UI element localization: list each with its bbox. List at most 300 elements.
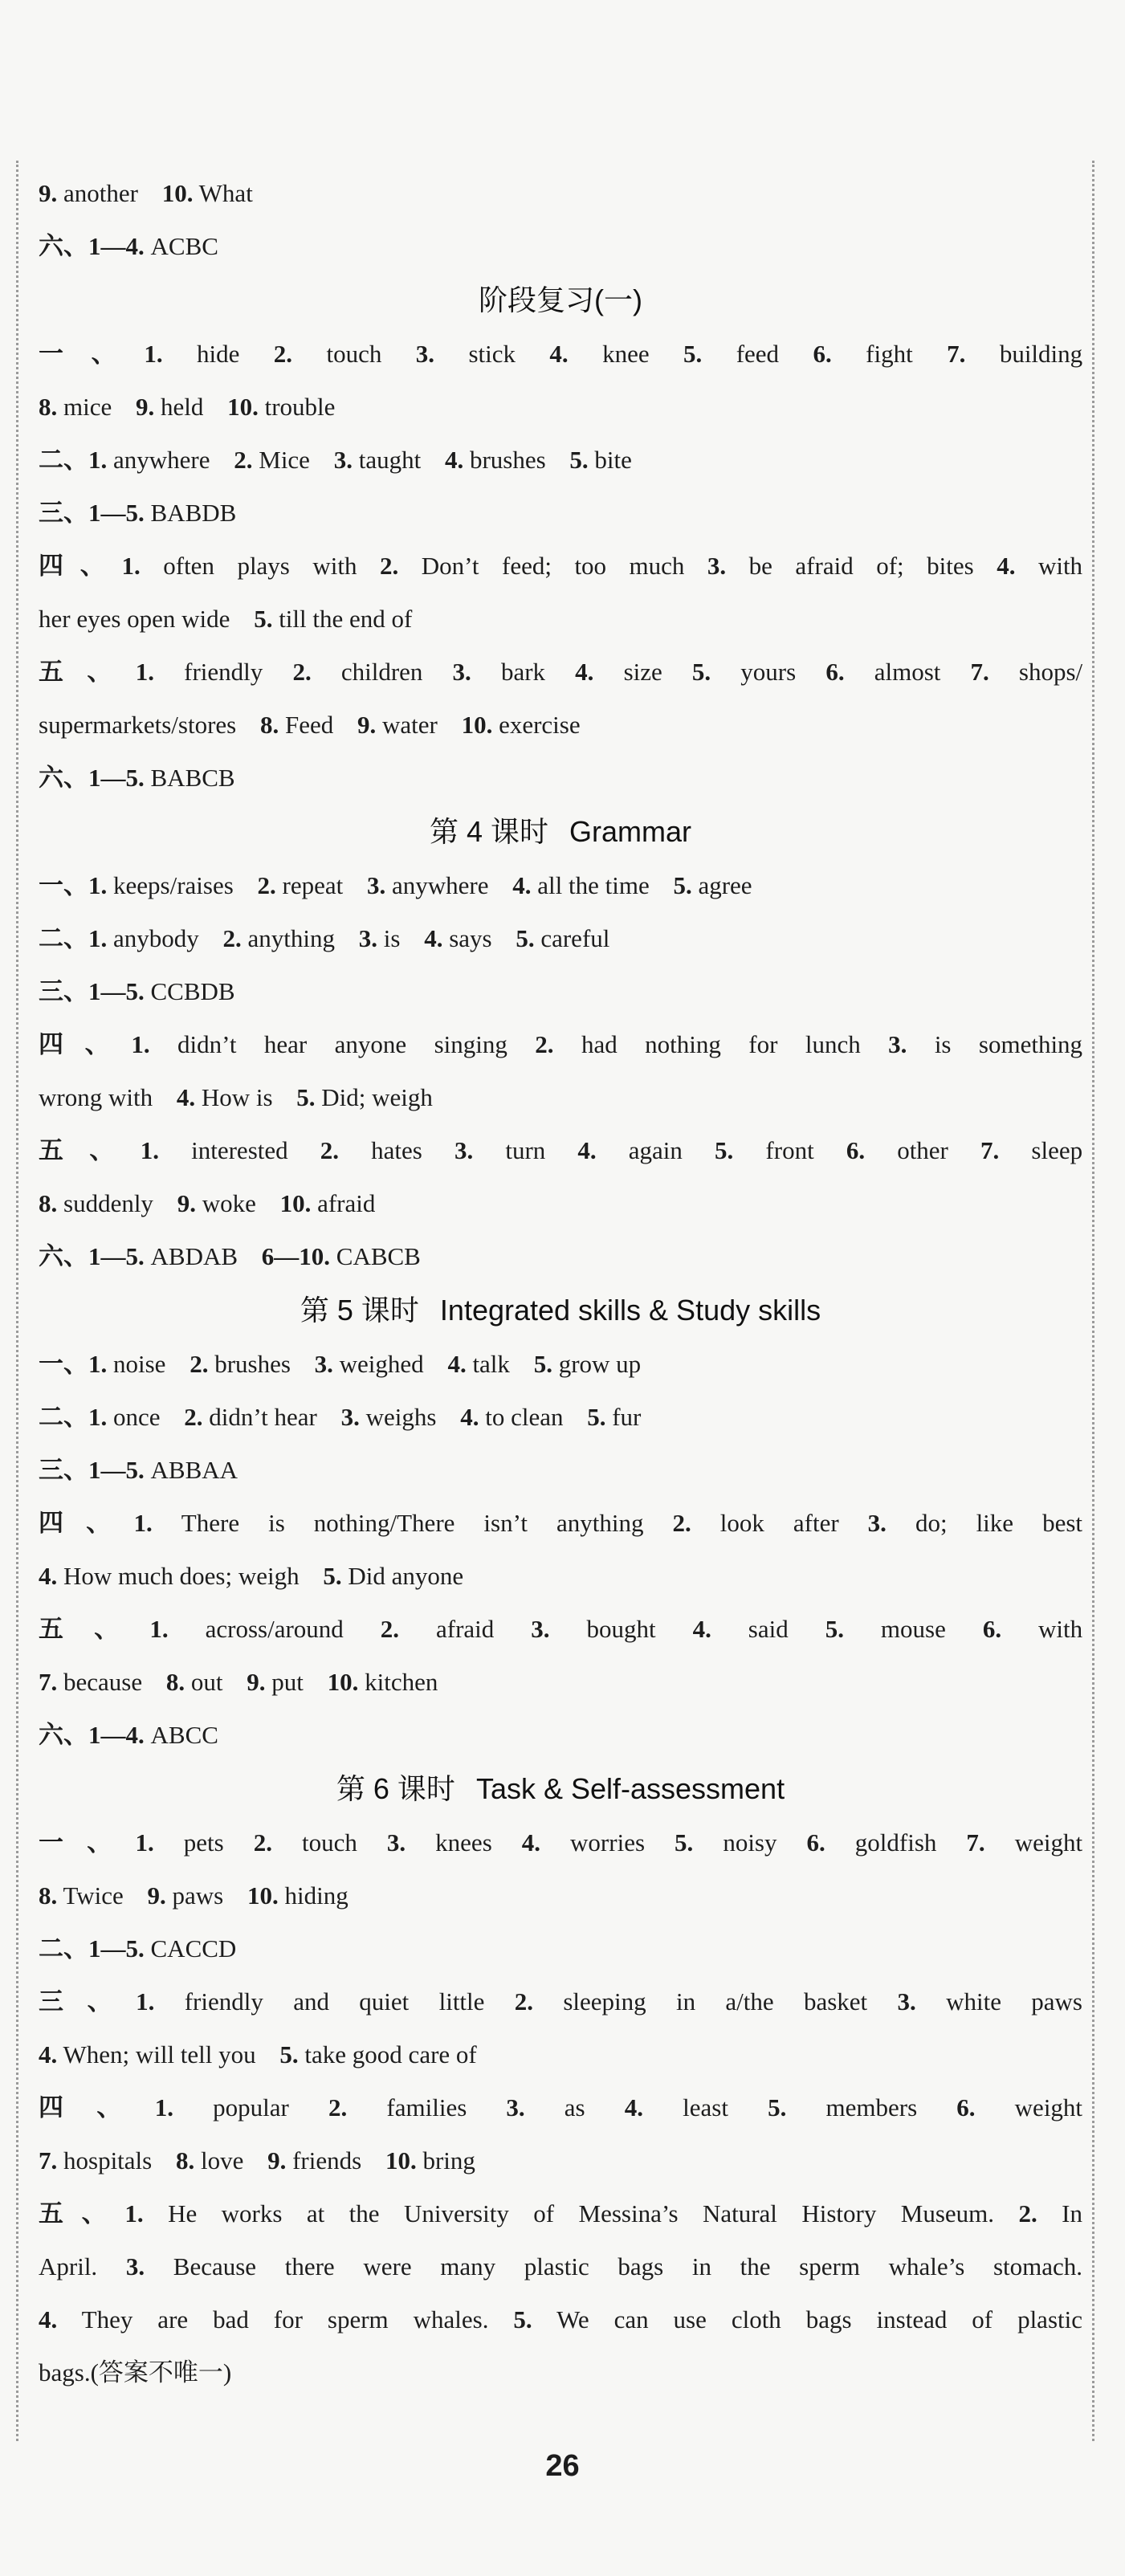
- answer-text: yours: [740, 658, 797, 686]
- answer-line: [39, 752, 1082, 805]
- answer-line: [39, 1922, 1082, 1975]
- question-number: 7.: [980, 1136, 1000, 1164]
- answer-line: [39, 1497, 1082, 1550]
- right-dotted-border: [1092, 161, 1094, 2441]
- section-number: 三、: [39, 1456, 88, 1484]
- answer-line: [39, 859, 1082, 912]
- answer-text: had nothing for lunch: [581, 1030, 861, 1058]
- question-number: 6.: [825, 658, 845, 686]
- answer-line: [39, 1816, 1082, 1869]
- question-number: 4.: [575, 658, 594, 686]
- answer-text: as: [564, 2093, 585, 2122]
- answer-text: anything: [247, 924, 336, 952]
- answer-text: We can use cloth bags instead of plastic: [556, 2305, 1082, 2333]
- answer-text: taught: [358, 446, 422, 474]
- section-number: 二、: [39, 446, 88, 474]
- question-number: 2.: [292, 658, 312, 686]
- question-number: 2.: [328, 2093, 348, 2122]
- question-number: 10.: [247, 1881, 279, 1910]
- answer-text: is something: [934, 1030, 1083, 1058]
- question-number: 3.: [452, 658, 471, 686]
- answer-text: said: [748, 1615, 789, 1643]
- question-number: 10.: [385, 2146, 417, 2175]
- answer-text: friendly and quiet little: [184, 1987, 485, 2016]
- answer-text: He works at the University of Messina’s Natural History Museum.: [168, 2199, 995, 2228]
- answer-text: agree: [698, 871, 752, 899]
- question-number: 4.: [549, 340, 569, 368]
- answer-text: friendly: [184, 658, 263, 686]
- answer-text: fight: [866, 340, 913, 368]
- answer-text: put: [271, 1668, 304, 1696]
- section-number: 二、: [39, 924, 88, 952]
- answer-text: anywhere: [392, 871, 489, 899]
- answer-text: anybody: [113, 924, 199, 952]
- question-number: 10.: [327, 1668, 359, 1696]
- answer-text: stick: [468, 340, 516, 368]
- question-number: 7.: [970, 658, 989, 686]
- question-number: 5.: [516, 924, 535, 952]
- question-number: 2.: [1018, 2199, 1037, 2228]
- question-number: 3.: [506, 2093, 525, 2122]
- question-number: 8.: [259, 711, 279, 739]
- section-number: 五、: [39, 1136, 141, 1164]
- answer-text: BABDB: [150, 499, 237, 527]
- question-number: 5.: [673, 871, 692, 899]
- answer-text: be afraid of; bites: [748, 552, 974, 580]
- answer-line: [39, 2187, 1082, 2240]
- answer-text: weighs: [365, 1403, 437, 1431]
- answer-text: BABCB: [150, 764, 235, 792]
- answer-text: knee: [602, 340, 650, 368]
- question-number: 6.: [982, 1615, 1002, 1643]
- answer-text: ABCC: [150, 1721, 218, 1749]
- question-number: 2.: [672, 1509, 691, 1537]
- section-number: 四、: [39, 2093, 155, 2122]
- question-number: 2.: [190, 1350, 209, 1378]
- answer-text: look after: [719, 1509, 839, 1537]
- question-number: 9.: [39, 179, 58, 207]
- page-number: 26: [545, 2449, 580, 2483]
- answer-text: Did; weigh: [321, 1083, 433, 1111]
- answer-text: white paws: [946, 1987, 1082, 2016]
- answer-line: [39, 699, 1082, 752]
- answer-line: [39, 1338, 1082, 1391]
- question-number: 3.: [333, 446, 353, 474]
- answer-text: Because there were many plastic bags in the sperm whale’s stomach.: [173, 2252, 1083, 2280]
- question-number: 2.: [380, 1615, 400, 1643]
- question-number: 5.: [513, 2305, 532, 2333]
- question-number: 1—5.: [88, 1934, 145, 1963]
- section-heading-cn: 第 5 课时: [300, 1294, 419, 1327]
- answer-text: touch: [302, 1828, 357, 1857]
- answer-line: [39, 1071, 1082, 1124]
- answer-text: ABDAB: [150, 1242, 238, 1270]
- answer-text: Did anyone: [348, 1562, 464, 1590]
- question-number: 9.: [147, 1881, 166, 1910]
- question-number: 2.: [379, 552, 399, 580]
- question-number: 2.: [535, 1030, 554, 1058]
- section-heading-en: Task & Self-assessment: [475, 1772, 785, 1805]
- answer-text: careful: [540, 924, 610, 952]
- question-number: 2.: [234, 446, 253, 474]
- answer-text: supermarkets/stores: [39, 711, 237, 739]
- section-number: 五、: [39, 2199, 125, 2228]
- answer-text: CCBDB: [150, 977, 235, 1005]
- answer-text: Twice: [63, 1881, 124, 1910]
- answer-text: take good care of: [304, 2040, 477, 2069]
- answer-text: turn: [505, 1136, 546, 1164]
- answer-text: Don’t feed; too much: [421, 552, 685, 580]
- question-number: 4.: [512, 871, 532, 899]
- answer-line: [39, 1391, 1082, 1444]
- question-number: 6—10.: [261, 1242, 331, 1270]
- question-number: 3.: [367, 871, 386, 899]
- answer-text: is: [383, 924, 401, 952]
- question-number: 10.: [461, 711, 493, 739]
- answer-text: hates: [371, 1136, 422, 1164]
- answer-text: anywhere: [113, 446, 210, 474]
- answer-text: bought: [586, 1615, 656, 1643]
- section-heading: [39, 273, 1082, 328]
- answer-text: bags.(答案不唯一): [39, 2358, 232, 2386]
- answer-line: [39, 1018, 1082, 1071]
- answer-text: feed: [736, 340, 780, 368]
- question-number: 1.: [131, 1030, 150, 1058]
- question-number: 4.: [577, 1136, 597, 1164]
- answer-text: sleeping in a/the basket: [563, 1987, 868, 2016]
- question-number: 6.: [813, 340, 832, 368]
- answer-text: weight: [1014, 1828, 1083, 1857]
- question-number: 4.: [39, 1562, 58, 1590]
- answer-text: building: [999, 340, 1083, 368]
- answer-text: CACCD: [150, 1934, 237, 1963]
- answer-line: [39, 1869, 1082, 1922]
- question-number: 1—4.: [88, 232, 145, 260]
- answer-text: sleep: [1031, 1136, 1083, 1164]
- answer-text: brushes: [469, 446, 546, 474]
- answer-line: [39, 1230, 1082, 1283]
- question-number: 7.: [947, 340, 966, 368]
- question-number: 1.: [135, 1828, 154, 1857]
- answer-line: [39, 1975, 1082, 2028]
- answer-text: How much does; weigh: [63, 1562, 300, 1590]
- question-number: 1.: [135, 658, 155, 686]
- answer-line: [39, 1709, 1082, 1762]
- answer-line: [39, 2293, 1082, 2346]
- question-number: 7.: [39, 2146, 58, 2175]
- answer-text: members: [825, 2093, 918, 2122]
- answer-text: across/around: [205, 1615, 344, 1643]
- answer-text: front: [765, 1136, 814, 1164]
- answer-text: hiding: [284, 1881, 349, 1910]
- section-number: 一、: [39, 871, 88, 899]
- answer-line: [39, 2134, 1082, 2187]
- question-number: 1.: [88, 1403, 108, 1431]
- answer-line: [39, 487, 1082, 540]
- answer-text: because: [63, 1668, 143, 1696]
- answer-text: noise: [113, 1350, 166, 1378]
- answer-text: hospitals: [63, 2146, 153, 2175]
- section-heading-cn: 阶段复习(一): [479, 283, 642, 316]
- answer-text: They are bad for sperm whales.: [81, 2305, 489, 2333]
- section-number: 三、: [39, 977, 88, 1005]
- answer-text: weighed: [339, 1350, 424, 1378]
- answer-line: [39, 434, 1082, 487]
- answer-line: [39, 2346, 1082, 2399]
- section-heading: [39, 1762, 1082, 1816]
- section-number: 六、: [39, 764, 88, 792]
- question-number: 9.: [177, 1189, 196, 1217]
- answer-text: children: [340, 658, 423, 686]
- answer-content: [39, 167, 1082, 2399]
- answer-text: In: [1062, 2199, 1082, 2228]
- answer-text: touch: [326, 340, 382, 368]
- answer-text: Mice: [259, 446, 310, 474]
- answer-text: mice: [63, 393, 112, 421]
- answer-line: [39, 1444, 1082, 1497]
- answer-text: with: [1038, 1615, 1083, 1643]
- answer-text: grow up: [558, 1350, 642, 1378]
- section-heading: [39, 805, 1082, 859]
- answer-text: held: [161, 393, 204, 421]
- question-number: 5.: [587, 1403, 606, 1431]
- section-number: 五、: [39, 1615, 150, 1643]
- answer-text: worries: [570, 1828, 646, 1857]
- answer-text: Feed: [284, 711, 334, 739]
- section-number: 二、: [39, 1403, 88, 1431]
- answer-text: There is nothing/There isn’t anything: [181, 1509, 644, 1537]
- question-number: 10.: [279, 1189, 312, 1217]
- question-number: 3.: [454, 1136, 474, 1164]
- answer-text: repeat: [282, 871, 344, 899]
- question-number: 5.: [254, 605, 273, 633]
- section-number: 三、: [39, 1987, 137, 2016]
- answer-text: afraid: [436, 1615, 495, 1643]
- answer-line: [39, 2240, 1082, 2293]
- answer-text: fur: [612, 1403, 642, 1431]
- question-number: 3.: [888, 1030, 907, 1058]
- answer-text: all the time: [537, 871, 650, 899]
- answer-text: bark: [500, 658, 546, 686]
- question-number: 9.: [267, 2146, 287, 2175]
- answer-text: families: [386, 2093, 467, 2122]
- answer-text: shops/: [1018, 658, 1083, 686]
- answer-text: friends: [292, 2146, 362, 2175]
- question-number: 2.: [184, 1403, 203, 1431]
- question-number: 1—5.: [88, 1456, 145, 1484]
- question-number: 1.: [88, 871, 108, 899]
- answer-line: [39, 1656, 1082, 1709]
- question-number: 1—4.: [88, 1721, 145, 1749]
- section-number: 一、: [39, 340, 145, 368]
- question-number: 8.: [39, 1881, 58, 1910]
- question-number: 1.: [88, 446, 108, 474]
- question-number: 3.: [314, 1350, 333, 1378]
- answer-line: [39, 328, 1082, 381]
- answer-text: didn’t hear anyone singing: [177, 1030, 507, 1058]
- section-number: 六、: [39, 232, 88, 260]
- answer-text: size: [623, 658, 662, 686]
- answer-line: [39, 167, 1082, 220]
- answer-line: [39, 220, 1082, 273]
- question-number: 3.: [415, 340, 435, 368]
- answer-text: paws: [172, 1881, 224, 1910]
- question-number: 9.: [136, 393, 155, 421]
- answer-text: noisy: [723, 1828, 777, 1857]
- question-number: 1.: [136, 1987, 155, 2016]
- section-number: 五、: [39, 658, 136, 686]
- question-number: 6.: [956, 2093, 976, 2122]
- question-number: 3.: [386, 1828, 406, 1857]
- answer-text: weight: [1014, 2093, 1083, 2122]
- answer-text: popular: [213, 2093, 289, 2122]
- question-number: 4.: [692, 1615, 711, 1643]
- answer-text: other: [897, 1136, 948, 1164]
- answer-text: suddenly: [63, 1189, 153, 1217]
- question-number: 1—5.: [88, 499, 145, 527]
- question-number: 7.: [39, 1668, 58, 1696]
- answer-line: [39, 1124, 1082, 1177]
- answer-text: to clean: [485, 1403, 564, 1431]
- question-number: 2.: [253, 1828, 272, 1857]
- question-number: 9.: [357, 711, 377, 739]
- question-number: 5.: [533, 1350, 552, 1378]
- answer-text: often plays with: [163, 552, 357, 580]
- question-number: 2.: [514, 1987, 533, 2016]
- question-number: 1.: [149, 1615, 169, 1643]
- question-number: 4.: [624, 2093, 644, 2122]
- answer-text: talk: [472, 1350, 510, 1378]
- section-number: 一、: [39, 1350, 88, 1378]
- section-number: 四、: [39, 552, 122, 580]
- question-number: 3.: [125, 2252, 145, 2280]
- question-number: 2.: [222, 924, 242, 952]
- question-number: 4.: [521, 1828, 541, 1857]
- answer-line: [39, 540, 1082, 593]
- question-number: 3.: [531, 1615, 550, 1643]
- question-number: 4.: [39, 2305, 58, 2333]
- question-number: 4.: [997, 552, 1016, 580]
- question-number: 8.: [39, 393, 58, 421]
- question-number: 5.: [323, 1562, 342, 1590]
- section-heading: [39, 1283, 1082, 1338]
- left-dotted-border: [16, 161, 18, 2441]
- question-number: 3.: [867, 1509, 887, 1537]
- question-number: 1.: [124, 2199, 144, 2228]
- question-number: 6.: [806, 1828, 825, 1857]
- section-number: 三、: [39, 499, 88, 527]
- section-heading-cn: 第 4 课时: [429, 815, 549, 848]
- question-number: 1.: [88, 1350, 108, 1378]
- section-number: 四、: [39, 1509, 134, 1537]
- answer-line: [39, 646, 1082, 699]
- question-number: 5.: [768, 2093, 787, 2122]
- answer-text: almost: [874, 658, 941, 686]
- answer-line: [39, 1550, 1082, 1603]
- answer-text: What: [198, 179, 253, 207]
- answer-line: [39, 1177, 1082, 1230]
- answer-text: knees: [435, 1828, 492, 1857]
- question-number: 5.: [569, 446, 589, 474]
- answer-text: ACBC: [150, 232, 218, 260]
- question-number: 5.: [715, 1136, 734, 1164]
- question-number: 1.: [140, 1136, 159, 1164]
- answer-text: kitchen: [365, 1668, 438, 1696]
- question-number: 4.: [460, 1403, 479, 1431]
- question-number: 5.: [825, 1615, 844, 1643]
- question-number: 4.: [444, 446, 464, 474]
- answer-text: once: [113, 1403, 161, 1431]
- answer-line: [39, 381, 1082, 434]
- answer-text: her eyes open wide: [39, 605, 230, 633]
- question-number: 1.: [144, 340, 163, 368]
- answer-text: ABBAA: [150, 1456, 238, 1484]
- question-number: 2.: [273, 340, 293, 368]
- answer-text: bring: [422, 2146, 475, 2175]
- question-number: 1—5.: [88, 1242, 145, 1270]
- answer-line: [39, 1603, 1082, 1656]
- section-heading-cn: 第 6 课时: [336, 1772, 455, 1805]
- answer-text: says: [449, 924, 492, 952]
- answer-text: trouble: [264, 393, 336, 421]
- question-number: 4.: [39, 2040, 58, 2069]
- answer-text: How is: [201, 1083, 273, 1111]
- question-number: 7.: [966, 1828, 985, 1857]
- answer-line: [39, 965, 1082, 1018]
- question-number: 4.: [447, 1350, 467, 1378]
- answer-text: do; like best: [915, 1509, 1083, 1537]
- section-number: 六、: [39, 1242, 88, 1270]
- answer-text: exercise: [499, 711, 581, 739]
- question-number: 8.: [165, 1668, 185, 1696]
- answer-text: afraid: [317, 1189, 376, 1217]
- section-heading-en: Grammar: [569, 815, 692, 848]
- section-number: 二、: [39, 1934, 88, 1963]
- answer-text: didn’t hear: [209, 1403, 317, 1431]
- question-number: 8.: [39, 1189, 58, 1217]
- answer-text: mouse: [880, 1615, 946, 1643]
- answer-line: [39, 2028, 1082, 2081]
- question-number: 2.: [320, 1136, 340, 1164]
- answer-line: [39, 912, 1082, 965]
- answer-text: wrong with: [39, 1083, 153, 1111]
- answer-text: again: [628, 1136, 683, 1164]
- question-number: 10.: [227, 393, 259, 421]
- answer-text: out: [190, 1668, 223, 1696]
- answer-text: love: [200, 2146, 244, 2175]
- question-number: 4.: [424, 924, 443, 952]
- question-number: 1—5.: [88, 977, 145, 1005]
- answer-text: with: [1037, 552, 1083, 580]
- question-number: 10.: [161, 179, 194, 207]
- question-number: 9.: [247, 1668, 266, 1696]
- question-number: 5.: [675, 1828, 694, 1857]
- section-heading-en: Integrated skills & Study skills: [439, 1294, 821, 1327]
- answer-text: When; will tell you: [63, 2040, 256, 2069]
- question-number: 1.: [121, 552, 141, 580]
- question-number: 3.: [358, 924, 378, 952]
- answer-line: [39, 593, 1082, 646]
- answer-text: till the end of: [279, 605, 413, 633]
- answer-text: April.: [39, 2252, 98, 2280]
- question-number: 1—5.: [88, 764, 145, 792]
- section-number: 一、: [39, 1828, 136, 1857]
- question-number: 5.: [296, 1083, 316, 1111]
- answer-line: [39, 2081, 1082, 2134]
- question-number: 6.: [846, 1136, 866, 1164]
- question-number: 3.: [340, 1403, 360, 1431]
- answer-text: brushes: [214, 1350, 291, 1378]
